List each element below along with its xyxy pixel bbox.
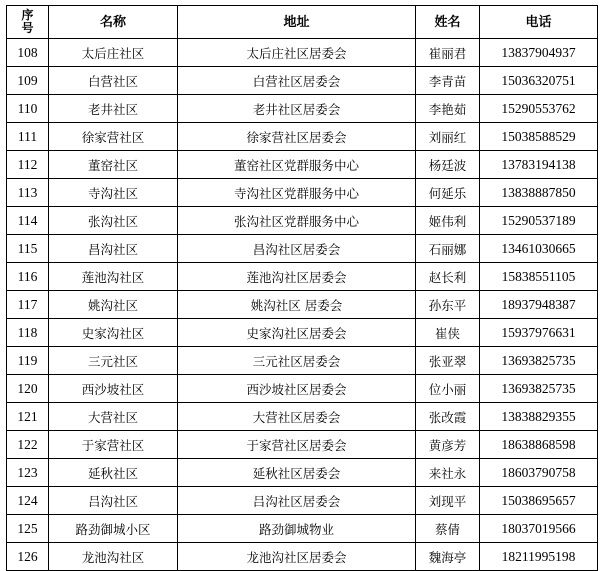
contact-person-cell: 李艳茹 [416, 95, 480, 123]
address-cell: 昌沟社区居委会 [178, 235, 416, 263]
phone-cell: 13461030665 [480, 235, 598, 263]
table-row [7, 235, 598, 263]
serial-number-cell: 115 [7, 235, 49, 263]
community-name-cell: 西沙坡社区 [49, 375, 178, 403]
header-address: 地址 [178, 6, 416, 39]
table-row [7, 543, 598, 571]
address-cell: 三元社区居委会 [178, 347, 416, 375]
table-row [7, 515, 598, 543]
table-row [7, 375, 598, 403]
address-cell: 路劲御城物业 [178, 515, 416, 543]
phone-cell: 15937976631 [480, 319, 598, 347]
address-cell: 西沙坡社区居委会 [178, 375, 416, 403]
contact-person-cell: 李青苗 [416, 67, 480, 95]
phone-cell: 18937948387 [480, 291, 598, 319]
phone-cell: 15290537189 [480, 207, 598, 235]
contact-person-cell: 姬伟利 [416, 207, 480, 235]
table-row [7, 403, 598, 431]
header-person: 姓名 [416, 6, 480, 39]
serial-number-cell: 114 [7, 207, 49, 235]
header-serial-number [7, 6, 49, 39]
contact-person-cell: 魏海亭 [416, 543, 480, 571]
address-cell: 老井社区居委会 [178, 95, 416, 123]
contact-person-cell: 黄彦芳 [416, 431, 480, 459]
community-name-cell: 董窑社区 [49, 151, 178, 179]
community-name-cell: 白营社区 [49, 67, 178, 95]
table-row [7, 459, 598, 487]
header-name: 名称 [49, 6, 178, 39]
community-name-cell: 莲池沟社区 [49, 263, 178, 291]
serial-number-cell: 123 [7, 459, 49, 487]
header-serial-number-line1: 序 [21, 8, 34, 22]
table-body [7, 39, 598, 571]
contact-person-cell: 崔侠 [416, 319, 480, 347]
phone-cell: 18603790758 [480, 459, 598, 487]
community-name-cell: 老井社区 [49, 95, 178, 123]
phone-cell: 15038588529 [480, 123, 598, 151]
community-name-cell: 姚沟社区 [49, 291, 178, 319]
phone-cell: 18211995198 [480, 543, 598, 571]
community-name-cell: 大营社区 [49, 403, 178, 431]
serial-number-cell: 125 [7, 515, 49, 543]
header-row [7, 6, 598, 39]
phone-cell: 13838829355 [480, 403, 598, 431]
contact-person-cell: 刘丽红 [416, 123, 480, 151]
contact-person-cell: 张亚翠 [416, 347, 480, 375]
contact-person-cell: 蔡倩 [416, 515, 480, 543]
community-name-cell: 张沟社区 [49, 207, 178, 235]
contact-person-cell: 赵长利 [416, 263, 480, 291]
address-cell: 张沟社区党群服务中心 [178, 207, 416, 235]
address-cell: 于家营社区居委会 [178, 431, 416, 459]
community-name-cell: 昌沟社区 [49, 235, 178, 263]
header-serial-number-line2: 号 [21, 21, 34, 35]
serial-number-cell: 108 [7, 39, 49, 67]
table-row [7, 67, 598, 95]
address-cell: 吕沟社区居委会 [178, 487, 416, 515]
community-name-cell: 龙池沟社区 [49, 543, 178, 571]
phone-cell: 18638868598 [480, 431, 598, 459]
community-contact-table [6, 5, 598, 571]
phone-cell: 13783194138 [480, 151, 598, 179]
address-cell: 龙池沟社区居委会 [178, 543, 416, 571]
serial-number-cell: 116 [7, 263, 49, 291]
table-header [7, 6, 598, 39]
serial-number-cell: 120 [7, 375, 49, 403]
address-cell: 徐家营社区居委会 [178, 123, 416, 151]
phone-cell: 15036320751 [480, 67, 598, 95]
phone-cell: 18037019566 [480, 515, 598, 543]
serial-number-cell: 111 [7, 123, 49, 151]
serial-number-cell: 117 [7, 291, 49, 319]
serial-number-cell: 113 [7, 179, 49, 207]
contact-person-cell: 刘现平 [416, 487, 480, 515]
table-row [7, 123, 598, 151]
address-cell: 太后庄社区居委会 [178, 39, 416, 67]
table-row [7, 207, 598, 235]
table-row [7, 319, 598, 347]
contact-person-cell: 孙东平 [416, 291, 480, 319]
table-row [7, 179, 598, 207]
address-cell: 白营社区居委会 [178, 67, 416, 95]
serial-number-cell: 121 [7, 403, 49, 431]
community-name-cell: 于家营社区 [49, 431, 178, 459]
address-cell: 莲池沟社区居委会 [178, 263, 416, 291]
contact-person-cell: 崔丽君 [416, 39, 480, 67]
serial-number-cell: 109 [7, 67, 49, 95]
phone-cell: 15838551105 [480, 263, 598, 291]
address-cell: 姚沟社区 居委会 [178, 291, 416, 319]
phone-cell: 13837904937 [480, 39, 598, 67]
contact-person-cell: 来社永 [416, 459, 480, 487]
serial-number-cell: 126 [7, 543, 49, 571]
address-cell: 延秋社区居委会 [178, 459, 416, 487]
serial-number-cell: 112 [7, 151, 49, 179]
serial-number-cell: 124 [7, 487, 49, 515]
serial-number-cell: 119 [7, 347, 49, 375]
contact-person-cell: 张改霞 [416, 403, 480, 431]
phone-cell: 15038695657 [480, 487, 598, 515]
serial-number-cell: 118 [7, 319, 49, 347]
address-cell: 董窑社区党群服务中心 [178, 151, 416, 179]
community-name-cell: 史家沟社区 [49, 319, 178, 347]
table-row [7, 263, 598, 291]
address-cell: 史家沟社区居委会 [178, 319, 416, 347]
address-cell: 寺沟社区党群服务中心 [178, 179, 416, 207]
phone-cell: 15290553762 [480, 95, 598, 123]
serial-number-cell: 122 [7, 431, 49, 459]
phone-cell: 13693825735 [480, 347, 598, 375]
community-name-cell: 太后庄社区 [49, 39, 178, 67]
table-row [7, 291, 598, 319]
community-name-cell: 吕沟社区 [49, 487, 178, 515]
contact-person-cell: 位小丽 [416, 375, 480, 403]
community-name-cell: 徐家营社区 [49, 123, 178, 151]
community-name-cell: 寺沟社区 [49, 179, 178, 207]
address-cell: 大营社区居委会 [178, 403, 416, 431]
community-name-cell: 路劲御城小区 [49, 515, 178, 543]
table-row [7, 487, 598, 515]
serial-number-cell: 110 [7, 95, 49, 123]
phone-cell: 13693825735 [480, 375, 598, 403]
header-phone: 电话 [480, 6, 598, 39]
contact-person-cell: 何延乐 [416, 179, 480, 207]
contact-person-cell: 杨廷波 [416, 151, 480, 179]
community-name-cell: 三元社区 [49, 347, 178, 375]
table-row [7, 39, 598, 67]
community-name-cell: 延秋社区 [49, 459, 178, 487]
contact-person-cell: 石丽娜 [416, 235, 480, 263]
table-row [7, 95, 598, 123]
phone-cell: 13838887850 [480, 179, 598, 207]
table-row [7, 431, 598, 459]
table-row [7, 347, 598, 375]
table-row [7, 151, 598, 179]
